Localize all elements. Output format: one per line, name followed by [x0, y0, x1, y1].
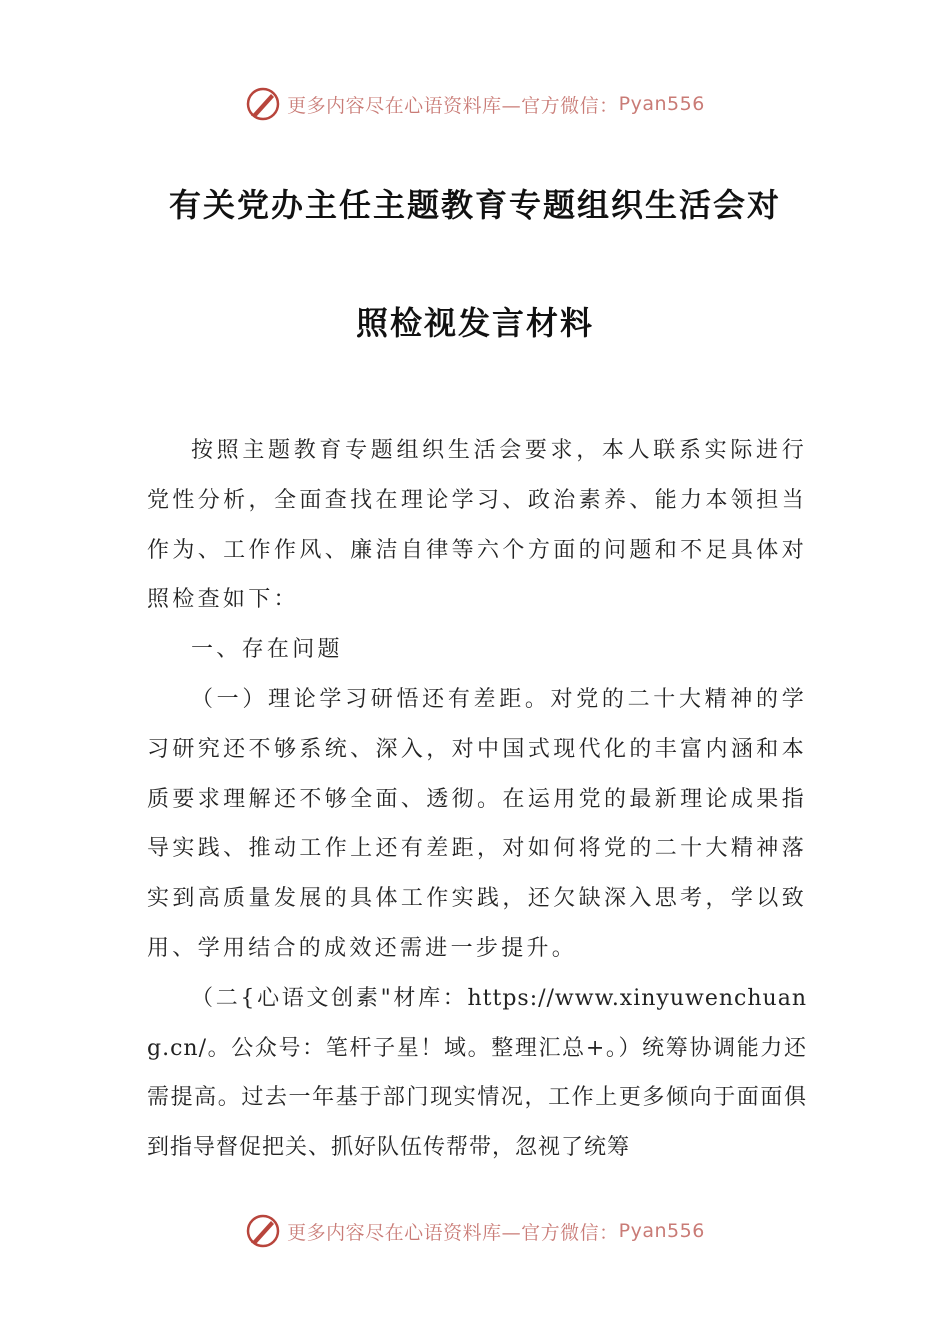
paragraph-intro: 按照主题教育专题组织生活会要求，本人联系实际进行党性分析，全面查找在理论学习、政治素养、能力本领担当作为、工作作风、廉洁自律等六个方面的问题和不足具体对照检查如下：: [147, 438, 807, 613]
section-heading: 一、存在问题: [191, 637, 343, 663]
paragraph-item-2: （二{心语文创素"材库：https://www.xinyuwenchuang.cn/。公众号：笔杆子星！域。整理汇总+。）统筹协调能力还需提高。过去一年基于部门现实情况，工作上更多倾向于面面俱到指导督促把关、抓好队伍传帮带，忽视了统筹: [147, 985, 807, 1161]
footer-banner: [0, 1211, 950, 1251]
paragraph-item-1: （一）理论学习研悟还有差距。对党的二十大精神的学习研究还不够系统、深入，对中国式现代化的丰富内涵和本质要求理解还不够全面、透彻。在运用党的最新理论成果指导实践、推动工作上还有差距，对如何将党的二十大精神落实到高质量发展的具体工作实践，还欠缺深入思考，学以致用、学用结合的成效还需进一步提升。: [147, 686, 807, 961]
document-title-line-1: 有关党办主任主题教育专题组织生活会对: [168, 186, 781, 224]
pen-logo-icon: [245, 86, 281, 122]
footer-banner-text: 更多内容尽在心语资料库—官方微信：: [287, 1221, 619, 1244]
document-body: [147, 426, 807, 1173]
document-title-line-2: 照检视发言材料: [355, 304, 594, 342]
header-banner-wechat-id: Pyan556: [618, 93, 705, 115]
header-banner: [0, 84, 950, 124]
header-banner-text: 更多内容尽在心语资料库—官方微信：: [287, 94, 619, 117]
footer-banner-wechat-id: Pyan556: [618, 1220, 705, 1242]
pen-logo-icon: [245, 1213, 281, 1249]
